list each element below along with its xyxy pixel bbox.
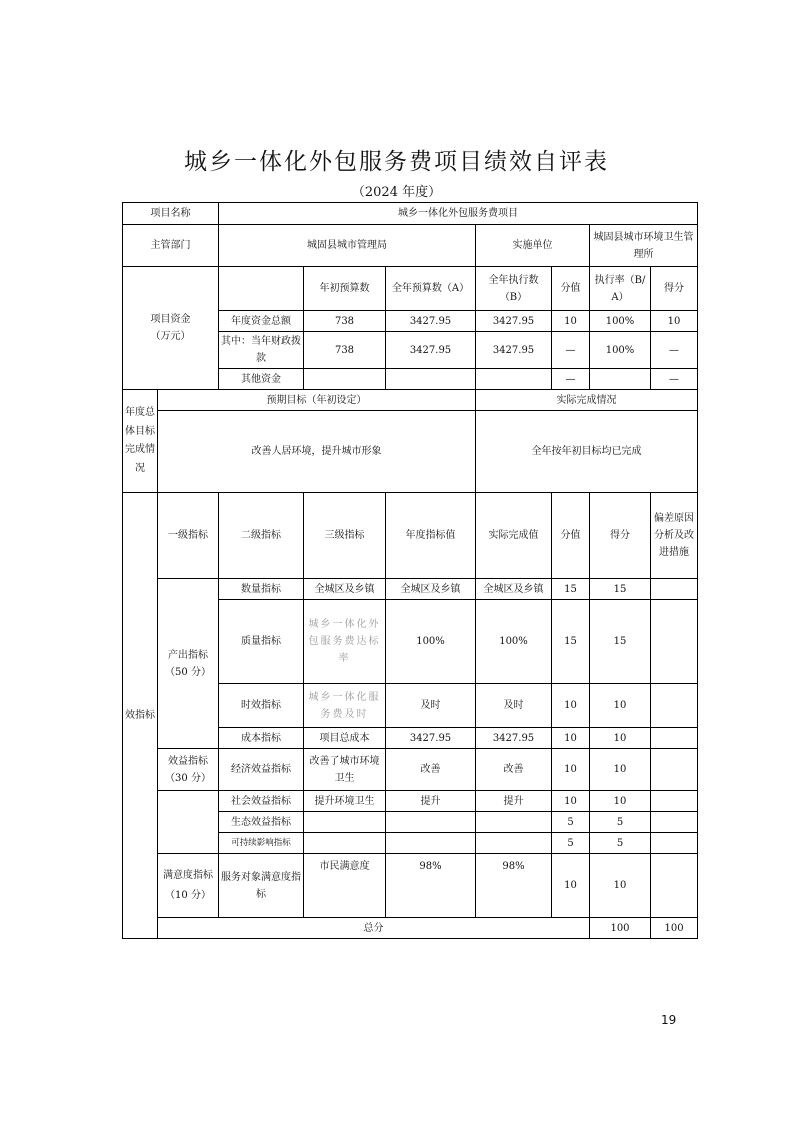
- indicator-actual: 提升: [476, 791, 552, 812]
- funds-exec: 3427.95: [476, 311, 552, 332]
- indicator-l3: 市民满意度: [304, 854, 386, 918]
- indicator-got: 10: [590, 854, 651, 918]
- funds-exec: 3427.95: [476, 332, 552, 369]
- funds-score: 10: [552, 311, 590, 332]
- indicator-got: 15: [590, 600, 651, 684]
- indicator-actual: 98%: [476, 854, 552, 918]
- indicator-target: 100%: [386, 600, 476, 684]
- year-subtitle: （2024 年度）: [351, 185, 442, 200]
- indicator-analysis: [651, 749, 698, 791]
- benefit-group-blank: [158, 791, 219, 854]
- header-level1: 一级指标: [158, 493, 219, 579]
- header-got: 得分: [590, 493, 651, 579]
- indicator-score: 5: [552, 812, 590, 833]
- indicator-got: 5: [590, 812, 651, 833]
- funds-initial: 738: [304, 311, 386, 332]
- funds-initial: [304, 369, 386, 390]
- indicator-l2: 服务对象满意度指标: [219, 854, 304, 918]
- indicator-target: [386, 833, 476, 854]
- indicator-analysis: [651, 833, 698, 854]
- indicator-row: [123, 749, 698, 791]
- indicator-analysis: [651, 684, 698, 728]
- header-analysis: 偏差原因分析及改进措施: [651, 493, 698, 579]
- funds-got: —: [651, 369, 698, 390]
- indicator-score: 10: [552, 749, 590, 791]
- indicator-l2: 时效指标: [219, 684, 304, 728]
- funds-header: 执行率（B/A）: [590, 267, 651, 311]
- indicator-l3: 全城区及乡镇: [304, 579, 386, 600]
- indicator-l2: 生态效益指标: [219, 812, 304, 833]
- indicator-actual: 100%: [476, 600, 552, 684]
- indicator-score: 10: [552, 728, 590, 749]
- indicator-target: [386, 812, 476, 833]
- indicator-got: 5: [590, 833, 651, 854]
- funds-exec: [476, 369, 552, 390]
- indicator-analysis: [651, 812, 698, 833]
- indicator-side-label: 效指标: [123, 493, 158, 939]
- funds-initial: 738: [304, 332, 386, 369]
- indicator-actual: 及时: [476, 684, 552, 728]
- funds-header: 分值: [552, 267, 590, 311]
- dept-value: 城固县城市管理局: [219, 225, 476, 267]
- indicator-got: 10: [590, 684, 651, 728]
- header-actual: 实际完成值: [476, 493, 552, 579]
- unit-label: 实施单位: [476, 225, 590, 267]
- indicator-got: 15: [590, 579, 651, 600]
- indicator-actual: [476, 833, 552, 854]
- indicator-l3: [304, 833, 386, 854]
- indicator-score: 10: [552, 791, 590, 812]
- indicator-analysis: [651, 579, 698, 600]
- total-score: 100: [590, 918, 651, 939]
- goal-content-row: [123, 411, 698, 493]
- total-got: 100: [651, 918, 698, 939]
- funds-rate: [590, 369, 651, 390]
- goal-header-row: [123, 390, 698, 411]
- header-score: 分值: [552, 493, 590, 579]
- indicator-row: [123, 579, 698, 600]
- indicator-target: 98%: [386, 854, 476, 918]
- funds-got: 10: [651, 311, 698, 332]
- dept-row: [123, 225, 698, 267]
- funds-row-name: 其中：当年财政拨款: [219, 332, 304, 369]
- indicator-got: 10: [590, 728, 651, 749]
- dept-label: 主管部门: [123, 225, 219, 267]
- funds-blank-header: [219, 267, 304, 311]
- funds-label: 项目资金 （万元）: [123, 267, 219, 390]
- indicator-target: 3427.95: [386, 728, 476, 749]
- funds-annual: 3427.95: [386, 311, 476, 332]
- project-name-label: 项目名称: [123, 203, 219, 225]
- indicator-target: 及时: [386, 684, 476, 728]
- header-target: 年度指标值: [386, 493, 476, 579]
- indicator-header-row: [123, 493, 698, 579]
- indicator-got: 10: [590, 791, 651, 812]
- funds-row-name: 年度资金总额: [219, 311, 304, 332]
- indicator-l2: 经济效益指标: [219, 749, 304, 791]
- indicator-analysis: [651, 728, 698, 749]
- indicator-actual: [476, 812, 552, 833]
- funds-annual: [386, 369, 476, 390]
- funds-header: 全年预算数（A）: [386, 267, 476, 311]
- header-level2: 二级指标: [219, 493, 304, 579]
- indicator-row: [123, 791, 698, 812]
- indicator-l2: 数量指标: [219, 579, 304, 600]
- indicator-score: 15: [552, 600, 590, 684]
- indicator-score: 10: [552, 684, 590, 728]
- benefit-group-label: 效益指标 （30 分）: [158, 749, 219, 791]
- indicator-actual: 改善: [476, 749, 552, 791]
- indicator-score: 5: [552, 833, 590, 854]
- indicator-target: 提升: [386, 791, 476, 812]
- indicator-score: 10: [552, 854, 590, 918]
- indicator-l2: 社会效益指标: [219, 791, 304, 812]
- indicator-l3: 提升环境卫生: [304, 791, 386, 812]
- funds-rate: 100%: [590, 311, 651, 332]
- header-level3: 三级指标: [304, 493, 386, 579]
- goal-actual-header: 实际完成情况: [476, 390, 698, 411]
- indicator-analysis: [651, 854, 698, 918]
- indicator-analysis: [651, 600, 698, 684]
- project-name-row: [123, 203, 698, 225]
- total-row: [123, 918, 698, 939]
- project-name-value: 城乡一体化外包服务费项目: [219, 203, 698, 225]
- document-title: 城乡一体化外包服务费项目绩效自评表: [184, 149, 609, 175]
- indicator-actual: 3427.95: [476, 728, 552, 749]
- indicator-target: 改善: [386, 749, 476, 791]
- indicator-score: 15: [552, 579, 590, 600]
- goal-expected: 改善人居环境，提升城市形象: [158, 411, 476, 493]
- funds-score: —: [552, 369, 590, 390]
- funds-annual: 3427.95: [386, 332, 476, 369]
- indicator-l3: 改善了城市环境卫生: [304, 749, 386, 791]
- goal-label: 年度总体目标完成情况: [123, 390, 158, 493]
- evaluation-table: [122, 202, 698, 939]
- funds-header-row: [123, 267, 698, 311]
- funds-got: —: [651, 332, 698, 369]
- indicator-row: [123, 854, 698, 918]
- unit-value: 城固县城市环境卫生管理所: [590, 225, 698, 267]
- indicator-target: 全城区及乡镇: [386, 579, 476, 600]
- indicator-l3: 城乡一体化外包服务费达标率: [304, 600, 386, 684]
- funds-score: —: [552, 332, 590, 369]
- satisfaction-group-label: 满意度指标 （10 分）: [158, 854, 219, 918]
- indicator-l3: [304, 812, 386, 833]
- funds-header: 年初预算数: [304, 267, 386, 311]
- funds-row-name: 其他资金: [219, 369, 304, 390]
- indicator-l2: 成本指标: [219, 728, 304, 749]
- indicator-l3: 项目总成本: [304, 728, 386, 749]
- indicator-l2: 质量指标: [219, 600, 304, 684]
- page-number: 19: [661, 1013, 677, 1027]
- total-label: 总分: [158, 918, 590, 939]
- indicator-analysis: [651, 791, 698, 812]
- goal-actual: 全年按年初目标均已完成: [476, 411, 698, 493]
- indicator-l2: 可持续影响指标: [219, 833, 304, 854]
- funds-header: 得分: [651, 267, 698, 311]
- indicator-got: 10: [590, 749, 651, 791]
- indicator-l3: 城乡一体化服务费及时: [304, 684, 386, 728]
- funds-rate: 100%: [590, 332, 651, 369]
- indicator-actual: 全城区及乡镇: [476, 579, 552, 600]
- funds-header: 全年执行数（B）: [476, 267, 552, 311]
- output-group-label: 产出指标 （50 分）: [158, 579, 219, 749]
- goal-expected-header: 预期目标（年初设定）: [158, 390, 476, 411]
